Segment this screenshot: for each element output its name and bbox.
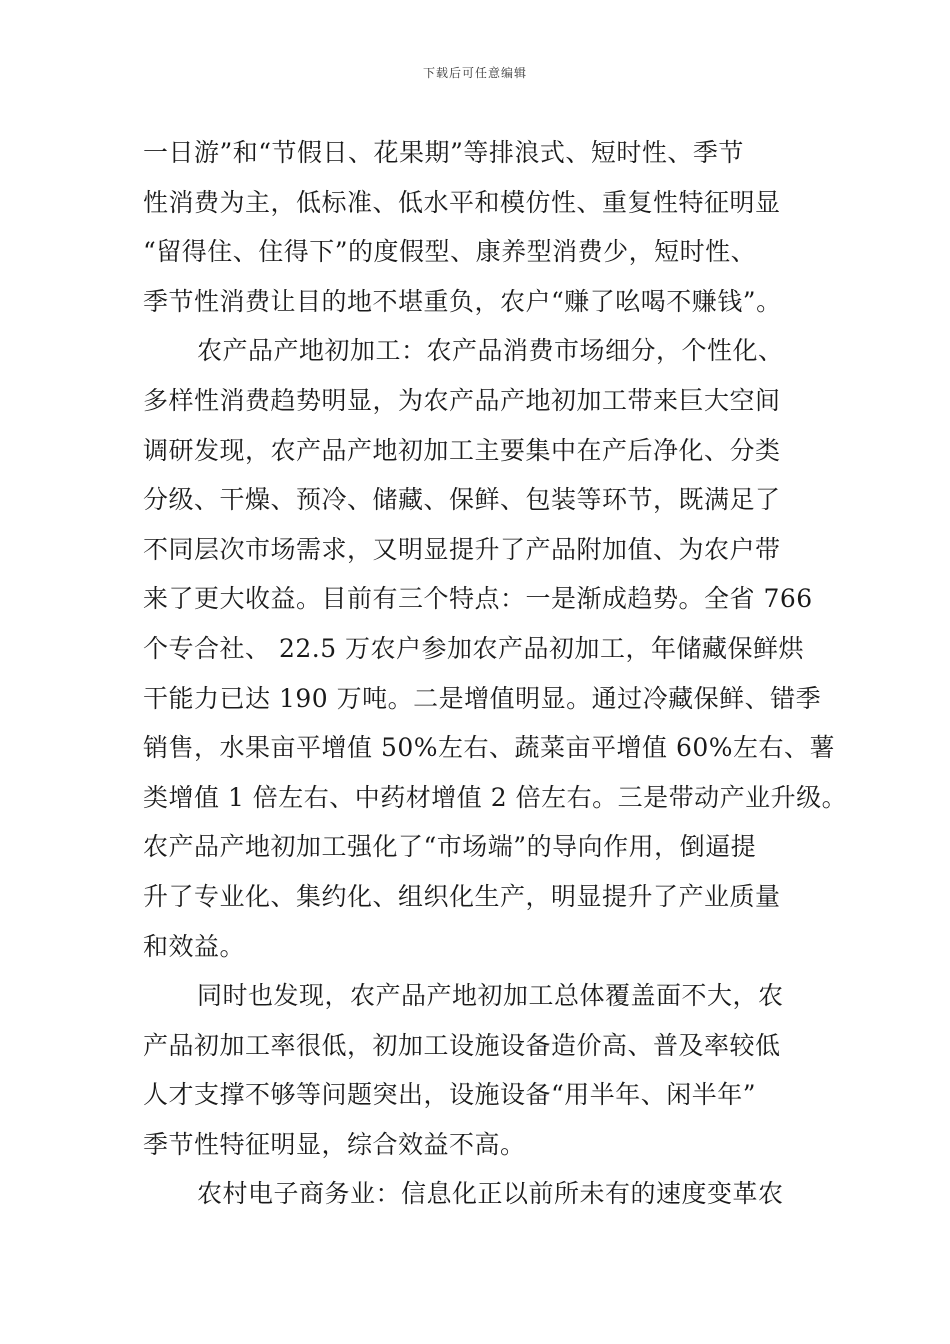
text-line: 来了更大收益。目前有三个特点：一是渐成趋势。全省 766: [143, 584, 813, 614]
text-line: 干能力已达 190 万吨。二是增值明显。通过冷藏保鲜、错季: [143, 683, 822, 713]
text-line: 不同层次市场需求，又明显提升了产品附加值、为农户带: [143, 534, 781, 564]
paragraph-start-line: 同时也发现，农产品产地初加工总体覆盖面不大，农: [197, 981, 784, 1011]
text-line: 个专合社、 22.5 万农户参加农产品初加工，年储藏保鲜烘: [143, 633, 805, 663]
text-line: 多样性消费趋势明显，为农产品产地初加工带来巨大空间: [143, 385, 781, 415]
paragraph-start-line: 农村电子商务业：信息化正以前所未有的速度变革农: [197, 1179, 784, 1209]
text-line: “留得住、住得下”的度假型、康养型消费少，短时性、: [143, 237, 757, 267]
text-line: 销售，水果亩平增值 50%左右、蔬菜亩平增值 60%左右、薯: [143, 733, 836, 763]
text-line: 性消费为主，低标准、低水平和模仿性、重复性特征明显: [143, 187, 781, 217]
text-line: 类增值 1 倍左右、中药材增值 2 倍左右。三是带动产业升级。: [143, 782, 848, 812]
text-line: 季节性特征明显，综合效益不高。: [143, 1129, 526, 1159]
paragraph-start-line: 农产品产地初加工：农产品消费市场细分，个性化、: [197, 336, 784, 366]
text-line: 农产品产地初加工强化了“市场端”的导向作用，倒逼提: [143, 832, 757, 862]
text-line: 产品初加工率很低，初加工设施设备造价高、普及率较低: [143, 1030, 781, 1060]
document-body: [143, 128, 848, 1219]
page-header: 下载后可任意编辑: [422, 66, 527, 80]
text-line: 一日游”和“节假日、花果期”等排浪式、短时性、季节: [143, 138, 744, 167]
text-line: 分级、干燥、预冷、储藏、保鲜、包装等环节，既满足了: [143, 485, 781, 515]
text-line: 人才支撑不够等问题突出，设施设备“用半年、闲半年”: [143, 1080, 757, 1110]
text-line: 调研发现，农产品产地初加工主要集中在产后净化、分类: [143, 435, 781, 465]
text-line: 升了专业化、集约化、组织化生产，明显提升了产业质量: [143, 881, 781, 911]
text-line: 和效益。: [143, 931, 246, 961]
text-line: 季节性消费让目的地不堪重负，农户“赚了吆喝不赚钱”。: [143, 286, 782, 316]
